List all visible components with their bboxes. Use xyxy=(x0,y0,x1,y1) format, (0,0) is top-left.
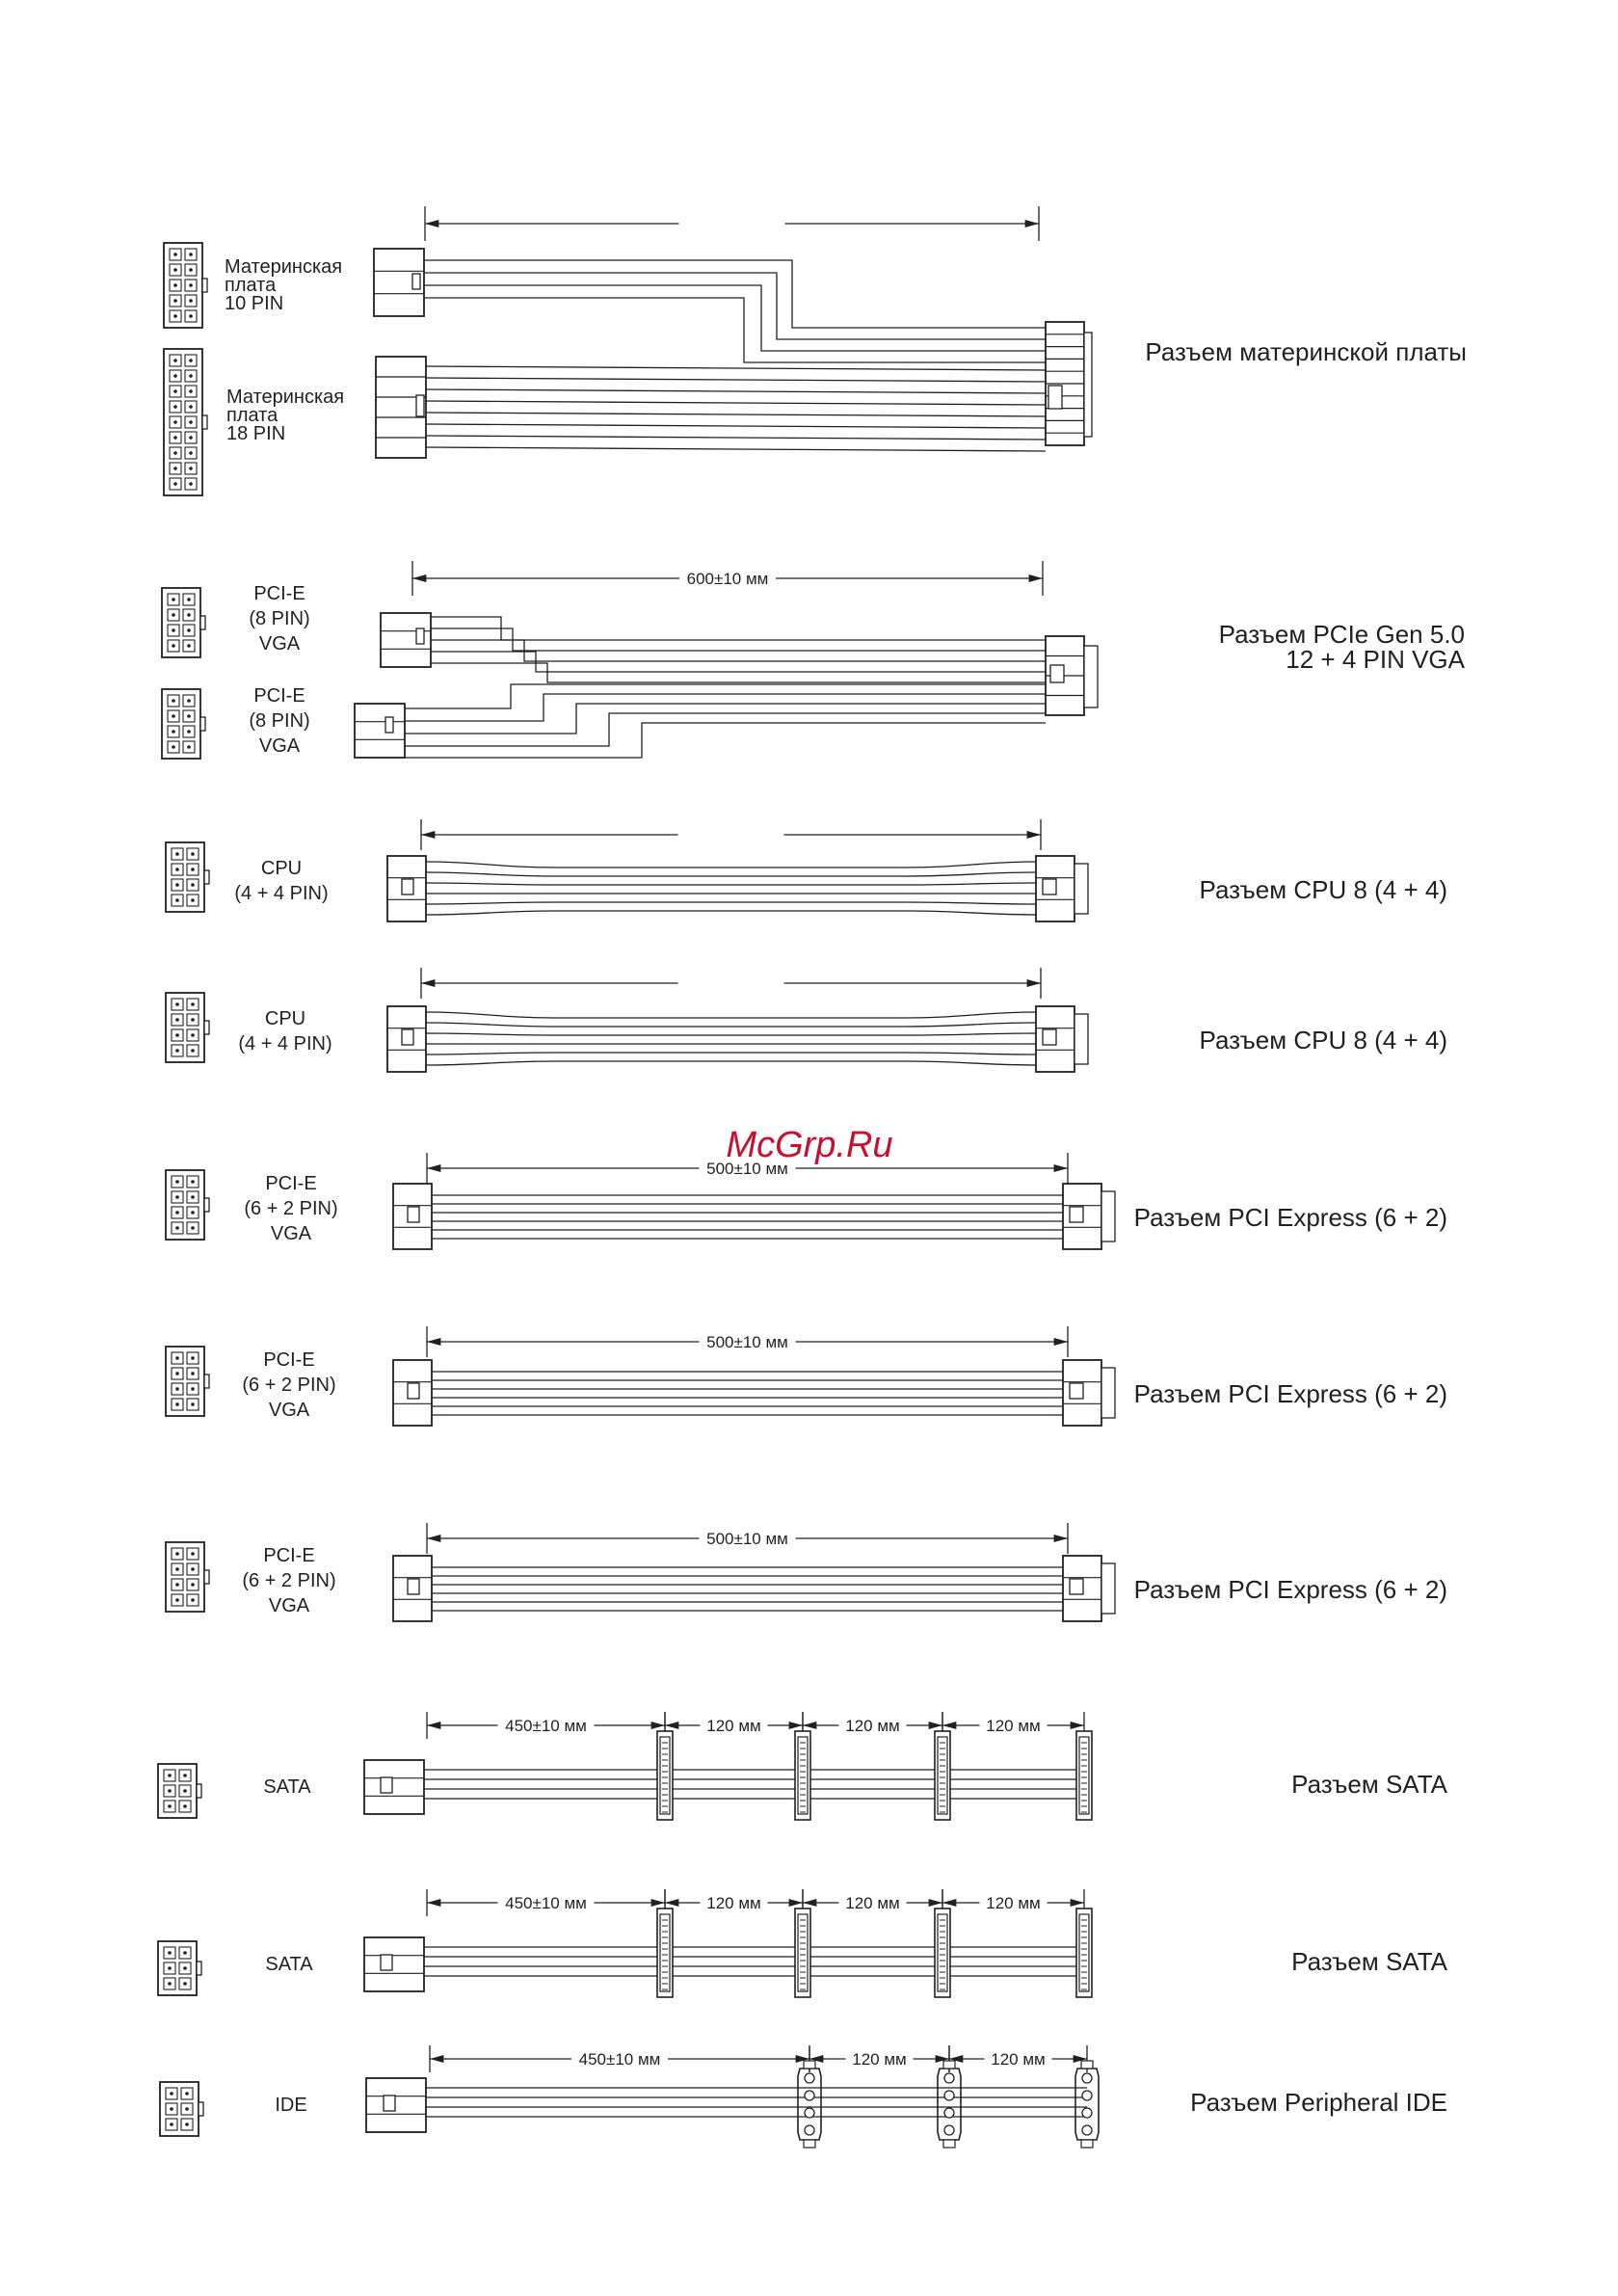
dimension-label: 450±10 мм xyxy=(505,1717,587,1735)
source-label: VGA xyxy=(268,1595,310,1616)
pin-layout-icon xyxy=(166,993,209,1062)
source-label: (4 + 4 PIN) xyxy=(234,883,329,904)
source-label: 10 PIN xyxy=(225,293,284,314)
dimension-label: 450±10 мм xyxy=(505,1894,587,1912)
plug-source xyxy=(366,2078,426,2132)
pin-layout-icon xyxy=(166,1170,209,1240)
source-label: PCI-E xyxy=(253,583,305,604)
cable-pcie-1 xyxy=(166,1153,1447,1249)
wires xyxy=(432,1567,1063,1611)
dimension-label: 120 мм xyxy=(986,1717,1041,1735)
connector-name: Разъем CPU 8 (4 + 4) xyxy=(1199,875,1447,904)
connector-name: Разъем PCI Express (6 + 2) xyxy=(1133,1379,1447,1408)
source-label: VGA xyxy=(270,1223,312,1244)
source-label: PCI-E xyxy=(253,685,305,707)
connector-name: Разъем PCI Express (6 + 2) xyxy=(1133,1575,1447,1604)
pin-layout-icon xyxy=(166,842,209,912)
wires xyxy=(424,1770,1084,1799)
sata-plug xyxy=(795,1731,810,1820)
plug-mb-connector xyxy=(1046,322,1084,445)
source-label: CPU xyxy=(260,858,303,879)
source-label: (6 + 2 PIN) xyxy=(242,1375,336,1396)
pin-layout-icon xyxy=(166,1542,209,1612)
cable-pcie-2 xyxy=(166,1326,1447,1426)
cable-pcie-3 xyxy=(166,1523,1447,1621)
plug-source xyxy=(364,1760,424,1814)
cable-sata-2 xyxy=(158,1889,1448,1997)
dimension-label: 450±10 мм xyxy=(578,2050,661,2069)
cable-motherboard xyxy=(164,206,1467,495)
watermark xyxy=(726,1125,892,1165)
wires-10pin xyxy=(424,260,1046,362)
ide-plug xyxy=(1075,2061,1099,2148)
dimension-label: 120 мм xyxy=(852,2050,907,2069)
source-label: плата xyxy=(226,405,279,426)
pin-layout-10pin xyxy=(164,243,207,328)
wires xyxy=(426,2088,1087,2117)
watermark-text: McGrp.Ru xyxy=(726,1125,893,1165)
sata-plug xyxy=(1076,1909,1092,1997)
source-label: (4 + 4 PIN) xyxy=(238,1033,332,1055)
cable-ide xyxy=(160,2045,1447,2148)
connector-name: Разъем SATA xyxy=(1291,1947,1447,1976)
dimension-label: 500±10 мм xyxy=(706,1160,788,1178)
pin-layout-8pin xyxy=(162,588,205,657)
source-label: SATA xyxy=(265,1954,313,1975)
pin-layout-icon xyxy=(158,1764,201,1818)
dimension-label: 600±10 мм xyxy=(686,570,769,588)
connector-name: Разъем PCI Express (6 + 2) xyxy=(1133,1203,1447,1232)
wires xyxy=(426,862,1036,915)
dimension-label: 500±10 мм xyxy=(706,1530,788,1548)
source-label: (6 + 2 PIN) xyxy=(242,1570,336,1591)
pin-layout-icon xyxy=(158,1941,201,1995)
dimension-label: 120 мм xyxy=(706,1894,761,1912)
source-label: CPU xyxy=(264,1008,306,1029)
source-label: (8 PIN) xyxy=(249,710,310,732)
connector-name: Разъем PCIe Gen 5.0 xyxy=(1218,620,1465,649)
pin-layout-icon xyxy=(160,2082,203,2136)
source-label: 18 PIN xyxy=(226,423,286,444)
wires-18pin xyxy=(426,366,1046,451)
sata-plug xyxy=(935,1909,950,1997)
connector-name: Разъем Peripheral IDE xyxy=(1190,2088,1447,2117)
source-label: VGA xyxy=(258,633,301,654)
source-label: VGA xyxy=(268,1400,310,1421)
source-label: PCI-E xyxy=(263,1349,315,1371)
wires xyxy=(432,1195,1063,1239)
connector-name: Разъем материнской платы xyxy=(1145,337,1467,366)
source-label: Материнская xyxy=(225,256,343,278)
wires xyxy=(432,1372,1063,1415)
pin-layout-8pin xyxy=(162,689,205,759)
source-label: Материнская xyxy=(226,387,345,408)
dimension-label: 120 мм xyxy=(845,1717,900,1735)
dimension-label: 500±10 мм xyxy=(706,1333,788,1351)
sata-plug xyxy=(657,1909,673,1997)
plug-source xyxy=(364,1937,424,1991)
dimension-label: 120 мм xyxy=(845,1894,900,1912)
connector-name: Разъем CPU 8 (4 + 4) xyxy=(1199,1026,1447,1055)
source-label: PCI-E xyxy=(265,1173,317,1194)
source-label: SATA xyxy=(263,1776,311,1798)
sata-plug xyxy=(935,1731,950,1820)
ide-plug xyxy=(798,2061,821,2148)
dimension-label: 120 мм xyxy=(986,1894,1041,1912)
dimension-label: 120 мм xyxy=(991,2050,1046,2069)
source-label: IDE xyxy=(275,2095,307,2116)
cable-sata-1 xyxy=(158,1712,1448,1820)
pin-layout-icon xyxy=(166,1347,209,1416)
cable-cpu-2 xyxy=(166,968,1447,1072)
dimension-label: 120 мм xyxy=(706,1717,761,1735)
pin-layout-18pin xyxy=(164,349,207,495)
wires xyxy=(426,1012,1036,1065)
ide-plug xyxy=(938,2061,961,2148)
cable-cpu-1 xyxy=(166,819,1447,921)
sata-plug xyxy=(795,1909,810,1997)
connector-name: Разъем SATA xyxy=(1291,1770,1447,1799)
cable-pcie5 xyxy=(162,561,1466,759)
source-label: плата xyxy=(225,275,277,296)
wires xyxy=(424,1947,1084,1976)
sata-plug xyxy=(657,1731,673,1820)
source-label: VGA xyxy=(258,735,301,757)
plug-8pin xyxy=(355,704,405,758)
connector-name: 12 + 4 PIN VGA xyxy=(1286,645,1465,674)
source-label: (6 + 2 PIN) xyxy=(244,1198,338,1219)
source-label: PCI-E xyxy=(263,1545,315,1566)
source-label: (8 PIN) xyxy=(249,608,310,629)
sata-plug xyxy=(1076,1731,1092,1820)
wires-pcie5 xyxy=(405,617,1046,758)
